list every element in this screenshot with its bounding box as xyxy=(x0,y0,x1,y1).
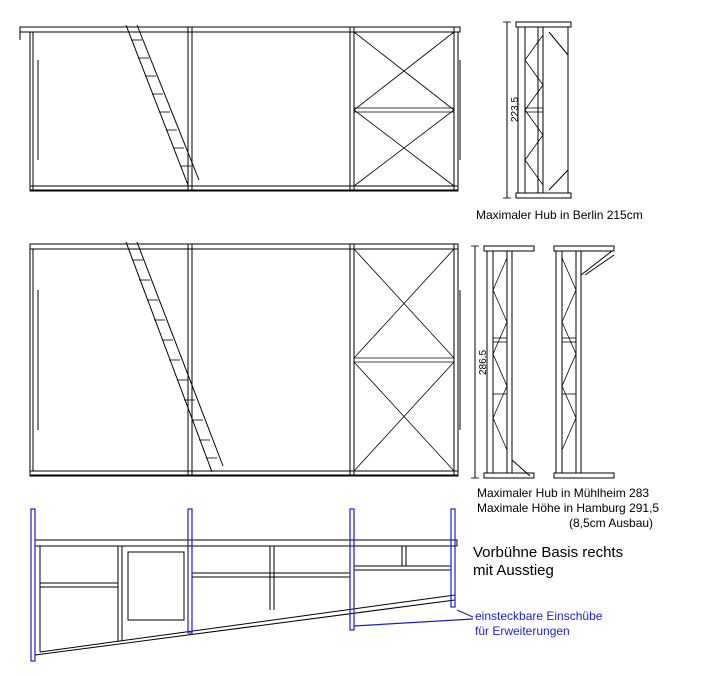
note-berlin: Maximaler Hub in Berlin 215cm xyxy=(476,208,643,222)
note-muehlheim: Maximaler Hub in Mühlheim 283 xyxy=(477,486,650,500)
top-height-dimension: 223,5 xyxy=(510,96,521,122)
bottom-plan-view xyxy=(31,509,473,661)
insert-post-4 xyxy=(451,509,455,607)
insert-post-2 xyxy=(188,509,192,633)
top-front-elevation xyxy=(20,25,460,191)
middle-side-view-right xyxy=(554,246,614,478)
inserts-note-line-2: für Erweiterungen xyxy=(475,624,570,638)
middle-front-elevation xyxy=(30,242,460,476)
inserts-note-line-1: einsteckbare Einschübe xyxy=(475,609,603,623)
mid-height-dimension: 286,5 xyxy=(478,349,489,375)
note-ausbau: (8,5cm Ausbau) xyxy=(569,516,654,530)
note-hamburg: Maximale Höhe in Hamburg 291,5 xyxy=(477,501,660,515)
plan-title-line-2: mit Ausstieg xyxy=(473,562,554,579)
plan-title-line-1: Vorbühne Basis rechts xyxy=(473,544,624,561)
insert-post-1 xyxy=(31,509,35,661)
insert-post-3 xyxy=(350,509,354,630)
